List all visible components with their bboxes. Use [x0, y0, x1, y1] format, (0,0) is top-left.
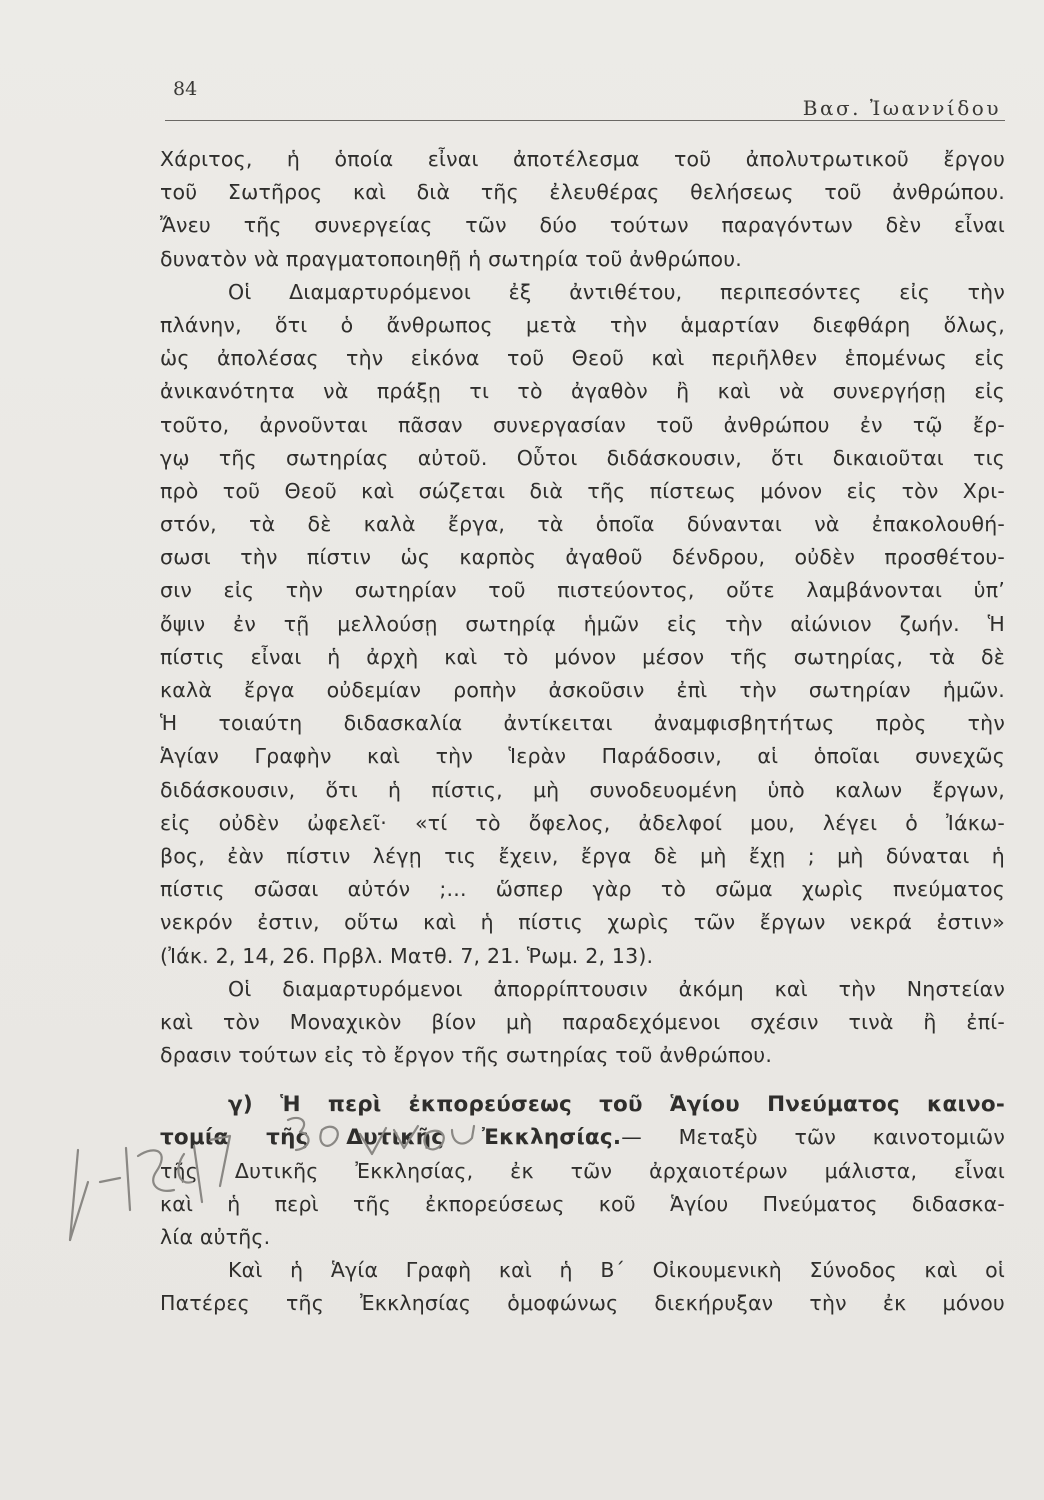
text-line: καὶ τὸν Μοναχικὸν βίον μὴ παραδεχόμενοι σχέσιν τινὰ ἢ ἐπί-	[160, 1009, 1005, 1034]
text-line: διδάσκουσιν, ὅτι ἡ πίστις, μὴ συνοδευομένη ὑπὸ καλων ἔργων,	[160, 777, 1005, 802]
section-gap	[160, 1072, 1005, 1088]
text-line: πίστις σῶσαι αὐτόν ;... ὥσπερ γὰρ τὸ σῶμα χωρὶς πνεύματος	[160, 877, 1005, 902]
section-heading-text: — Μεταξὺ τῶν καινοτομιῶν	[621, 1125, 1006, 1150]
text-line: σιν εἰς τὴν σωτηρίαν τοῦ πιστεύοντος, οὔτε λαμβάνονται ὑπ’	[160, 578, 1005, 603]
text-line: πλάνην, ὅτι ὁ ἄνθρωπος μετὰ τὴν ἁμαρτίαν διεφθάρη ὅλως,	[160, 312, 1005, 337]
text-line: Χάριτος, ἡ ὁποία εἶναι ἀποτέλεσμα τοῦ ἀπολυτρωτικοῦ ἔργου	[160, 147, 1005, 171]
section-heading-bold: τομία τῆς Δυτικῆς Ἐκκλησίας.	[160, 1125, 622, 1151]
text-line: καλὰ ἔργα οὐδεμίαν ροπὴν ἀσκοῦσιν ἐπὶ τὴν σωτηρίαν ἡμῶν.	[160, 678, 1005, 702]
text-line: λία αὐτῆς.	[160, 1225, 271, 1249]
text-line: Ἄνευ τῆς συνεργείας τῶν δύο τούτων παραγόντων δὲν εἶναι	[160, 213, 1005, 238]
body-text	[160, 143, 1005, 1321]
text-line: πρὸ τοῦ Θεοῦ καὶ σώζεται διὰ τῆς πίστεως μόνον εἰς τὸν Χρι-	[160, 478, 1005, 503]
text-line: δρασιν τούτων εἰς τὸ ἔργον τῆς σωτηρίας τοῦ ἀνθρώπου.	[160, 1043, 773, 1068]
text-line: πίστις εἶναι ἡ ἀρχὴ καὶ τὸ μόνον μέσον τῆς σωτηρίας, τὰ δὲ	[160, 644, 1005, 669]
text-line: εἰς οὐδὲν ὠφελεῖ· «τί τὸ ὄφελος, ἀδελφοί μου, λέγει ὁ Ἰάκω-	[160, 810, 1005, 835]
text-line: σωσι τὴν πίστιν ὡς καρπὸς ἀγαθοῦ δένδρου, οὐδὲν προσθέτου-	[160, 545, 1005, 570]
text-line: τοῦ Σωτῆρος καὶ διὰ τῆς ἐλευθέρας θελήσεως τοῦ ἀνθρώπου.	[160, 180, 1005, 205]
section-heading-continuation	[160, 1121, 1005, 1154]
text-line: Οἱ Διαμαρτυρόμενοι ἐξ ἀντιθέτου, περιπεσόντες εἰς τὴν	[228, 279, 1005, 304]
text-line: ὄψιν ἐν τῇ μελλούσῃ σωτηρίᾳ ἡμῶν εἰς τὴν αἰώνιον ζωήν. Ἡ	[160, 611, 1005, 636]
text-line: Καὶ ἡ Ἁγία Γραφὴ καὶ ἡ Β΄ Οἰκουμενικὴ Σύνοδος καὶ οἱ	[228, 1258, 1005, 1283]
text-line: ὡς ἀπολέσας τὴν εἰκόνα τοῦ Θεοῦ καὶ περιῆλθεν ἑπομένως εἰς	[160, 346, 1005, 371]
text-line: Ἡ τοιαύτη διδασκαλία ἀντίκειται ἀναμφισβητήτως πρὸς τὴν	[160, 711, 1005, 736]
section-heading: γ) Ἡ περὶ ἐκπορεύσεως τοῦ Ἁγίου Πνεύματος καινο-	[228, 1092, 1005, 1118]
text-line: Πατέρες τῆς Ἐκκλησίας ὁμοφώνως διεκήρυξαν τὴν ἐκ μόνου	[160, 1291, 1005, 1316]
text-line: στόν, τὰ δὲ καλὰ ἔργα, τὰ ὁποῖα δύνανται νὰ ἐπακολουθή-	[160, 512, 1005, 537]
text-line: τῆς Δυτικῆς Ἐκκλησίας, ἐκ τῶν ἀρχαιοτέρων μάλιστα, εἶναι	[160, 1158, 1005, 1183]
text-line: βος, ἐὰν πίστιν λέγῃ τις ἔχειν, ἔργα δὲ μὴ ἔχῃ ; μὴ δύναται ἡ	[160, 843, 1005, 868]
text-line: δυνατὸν νὰ πραγματοποιηθῇ ἡ σωτηρία τοῦ ἀνθρώπου.	[160, 246, 742, 271]
text-line: νεκρόν ἐστιν, οὕτω καὶ ἡ πίστις χωρὶς τῶν ἔργων νεκρά ἐστιν»	[160, 910, 1005, 935]
text-line: καὶ ἡ περὶ τῆς ἐκπορεύσεως κοῦ Ἁγίου Πνεύματος διδασκα-	[160, 1191, 1005, 1216]
page-header	[165, 72, 1005, 122]
text-line: γῳ τῆς σωτηρίας αὐτοῦ. Οὗτοι διδάσκουσιν, ὅτι δικαιοῦται τις	[160, 445, 1005, 470]
text-line: ἀνικανότητα νὰ πράξῃ τι τὸ ἀγαθὸν ἢ καὶ νὰ συνεργήσῃ εἰς	[160, 379, 1005, 404]
text-line: (Ἰάκ. 2, 14, 26. Πρβλ. Ματθ. 7, 21. Ῥωμ. 2, 13).	[160, 943, 654, 968]
page-number: 84	[173, 78, 198, 100]
header-rule	[165, 120, 1005, 121]
text-line: τοῦτο, ἀρνοῦνται πᾶσαν συνεργασίαν τοῦ ἀνθρώπου ἐν τῷ ἔρ-	[160, 412, 1005, 437]
running-head: Βασ. Ἰωαννίδου	[802, 96, 1001, 120]
text-line: Ἁγίαν Γραφὴν καὶ τὴν Ἱερὰν Παράδοσιν, αἱ ὁποῖαι συνεχῶς	[160, 744, 1005, 769]
text-line: Οἱ διαμαρτυρόμενοι ἀπορρίπτουσιν ἀκόμη καὶ τὴν Νηστείαν	[228, 976, 1005, 1001]
